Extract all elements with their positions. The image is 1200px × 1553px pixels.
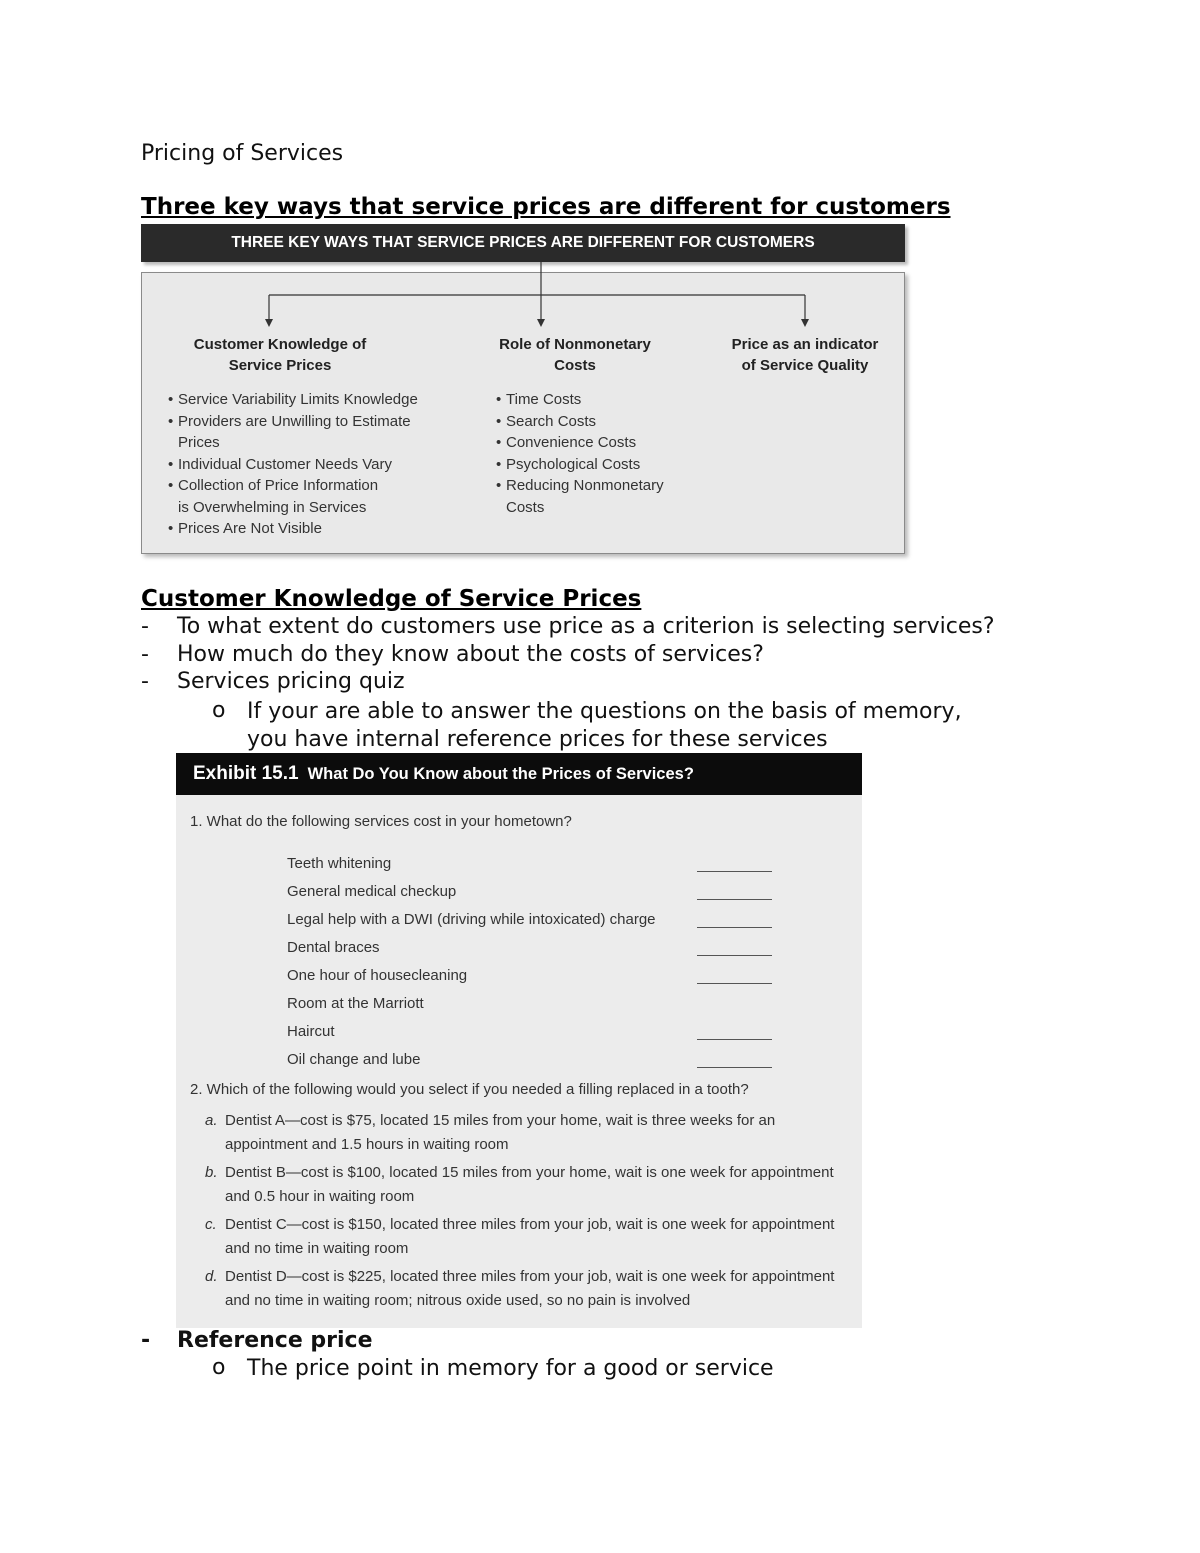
answer-blank [697,983,772,984]
list-item: • Collection of Price Information [168,475,468,497]
service-item: Room at the Marriott [287,995,424,1012]
list-item: • Providers are Unwilling to Estimate [168,411,468,433]
dash-marker: - [141,614,149,639]
exhibit-question-1: 1. What do the following services cost in your hometown? [190,813,572,830]
diagram-column-list [496,389,756,518]
list-item-continuation: Prices [178,434,220,451]
dash-marker: - [141,669,149,694]
list-item-continuation: Costs [506,498,545,516]
list-item: • Search Costs [496,411,756,433]
exhibit-number: Exhibit 15.1 [193,763,299,784]
dash-marker: - [141,1328,151,1353]
diagram-connector-lines [141,262,905,332]
list-item: • Convenience Costs [496,432,756,454]
list-item-continuation: is Overwhelming in Services [178,498,367,516]
section-heading-three-key-ways: Three key ways that service prices are different for customers [141,194,951,220]
service-item: Legal help with a DWI (driving while intoxicated) charge [287,911,656,928]
answer-blank [697,927,772,928]
list-item: • Psychological Costs [496,454,756,476]
exhibit-title: What Do You Know about the Prices of Services? [307,764,694,783]
answer-blank [697,871,772,872]
list-item: • Individual Customer Needs Vary [168,454,468,476]
answer-blank [697,955,772,956]
sub-bullet-marker: o [212,1355,226,1380]
list-item: • Time Costs [496,389,756,411]
service-item: Teeth whitening [287,855,392,872]
answer-blank [697,899,772,900]
answer-blank [697,1039,772,1040]
dash-marker: - [141,642,149,667]
sub-bullet-marker: o [212,698,226,723]
service-item: One hour of housecleaning [287,967,468,984]
document-title: Pricing of Services [141,141,344,166]
answer-blank [697,1067,772,1068]
diagram-column-title: Customer Knowledge of Service Prices [193,336,367,374]
section-heading-customer-knowledge: Customer Knowledge of Service Prices [141,586,642,612]
service-item: General medical checkup [287,883,457,900]
service-item: Haircut [287,1023,335,1040]
exhibit-question-2: 2. Which of the following would you select if you needed a filling replaced in a tooth? [190,1081,749,1098]
service-item: Oil change and lube [287,1051,421,1068]
diagram-header: THREE KEY WAYS THAT SERVICE PRICES ARE DIFFERENT FOR CUSTOMERS [141,224,905,262]
diagram-column-title: Role of Nonmonetary Costs [499,336,651,374]
list-item: • Reducing Nonmonetary [496,475,756,497]
exhibit-header [176,753,862,795]
diagram-column-title: Price as an indicator of Service Quality [731,336,879,374]
list-item: • Service Variability Limits Knowledge [168,389,468,411]
list-item: • Prices Are Not Visible [168,518,468,540]
diagram-column-list [168,389,468,540]
service-item: Dental braces [287,939,380,956]
